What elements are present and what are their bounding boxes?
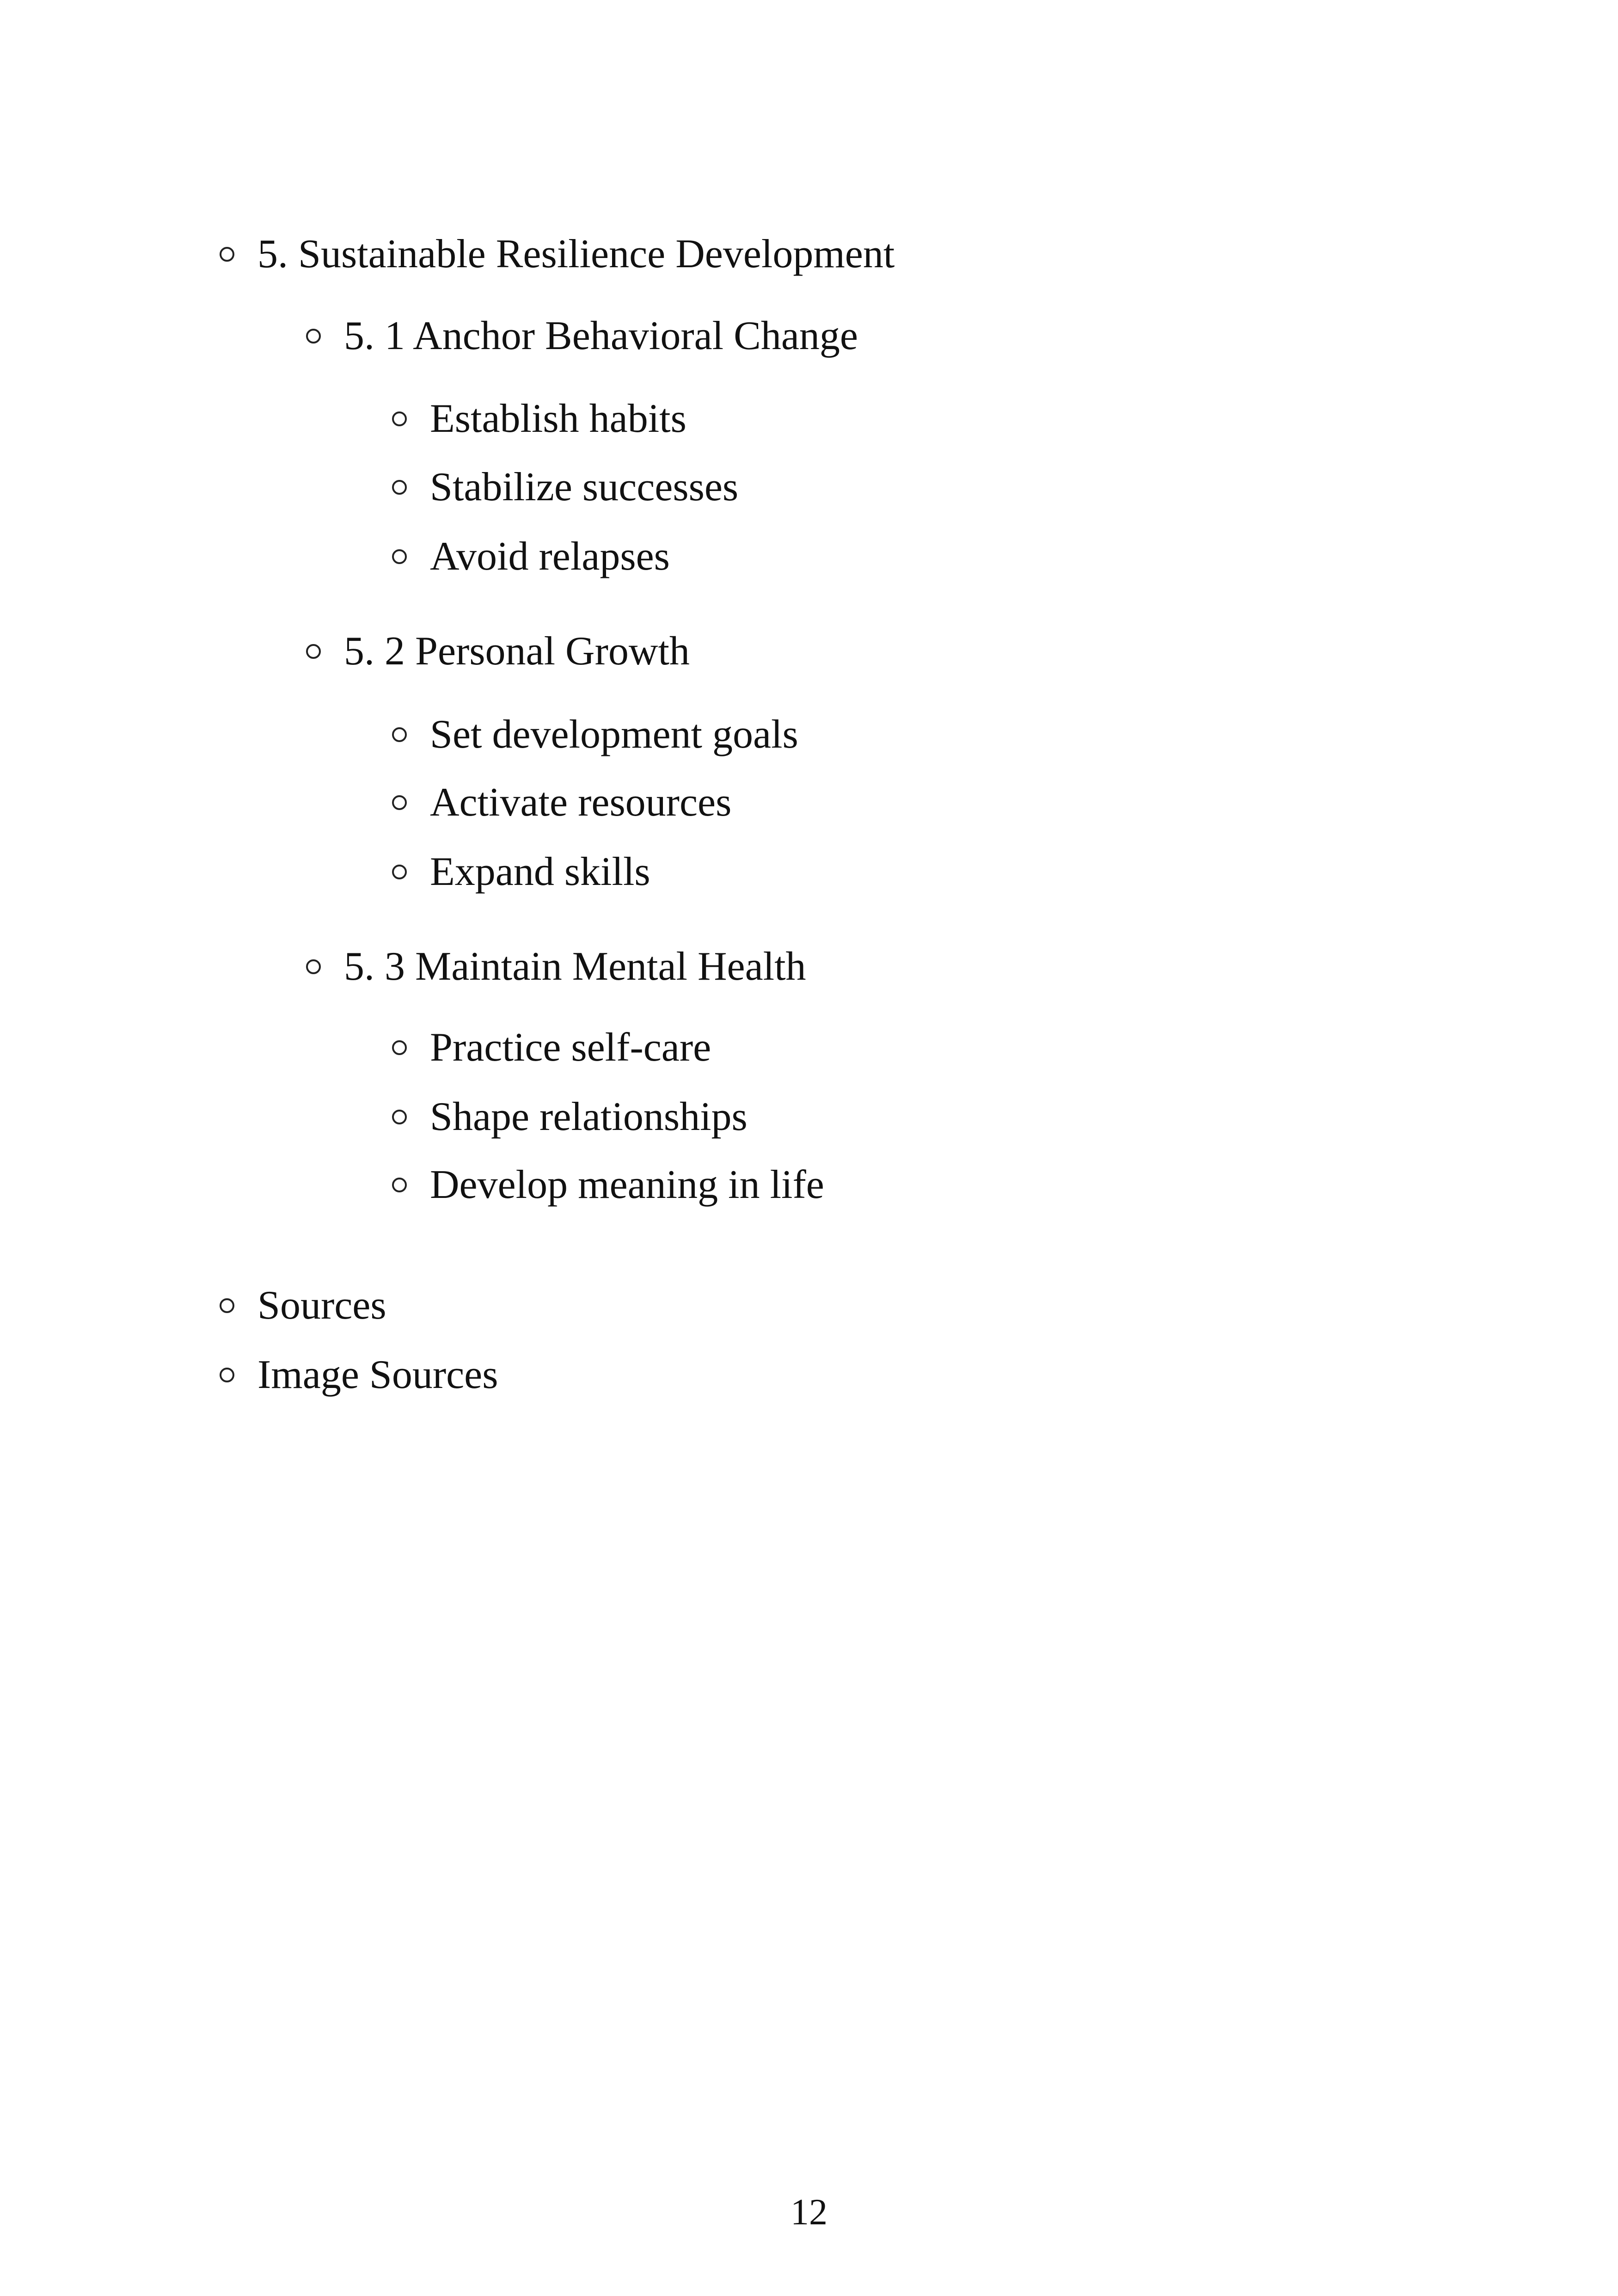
toc-entry-section-5-3[interactable] <box>306 946 806 987</box>
toc-entry-label: Practice self-care <box>430 1025 711 1070</box>
toc-entry-label: Shape relationships <box>430 1094 748 1139</box>
hollow-bullet-icon <box>392 1178 407 1192</box>
hollow-bullet-icon <box>306 644 321 659</box>
hollow-bullet-icon <box>306 329 321 344</box>
hollow-bullet-icon <box>392 411 407 426</box>
hollow-bullet-icon <box>220 1368 234 1382</box>
hollow-bullet-icon <box>220 1298 234 1313</box>
toc-entry-item[interactable] <box>392 467 738 508</box>
toc-entry-label: 5. 2 Personal Growth <box>344 629 690 674</box>
toc-entry-label: Image Sources <box>257 1352 498 1397</box>
toc-entry-label: Expand skills <box>430 849 650 894</box>
toc-entry-label: Sources <box>257 1283 386 1328</box>
toc-entry-item[interactable] <box>392 1094 748 1139</box>
toc-entry-label: Set development goals <box>430 712 798 757</box>
toc-entry-label: Stabilize successes <box>430 465 739 510</box>
hollow-bullet-icon <box>392 480 407 495</box>
page-number: 12 <box>791 2192 827 2233</box>
toc-entry-section-5-2[interactable] <box>306 631 690 672</box>
toc-entry-item[interactable] <box>392 782 731 823</box>
toc-entry-label: Avoid relapses <box>430 534 670 579</box>
hollow-bullet-icon <box>392 1110 407 1124</box>
hollow-bullet-icon <box>306 959 321 974</box>
toc-entry-item[interactable] <box>392 849 650 894</box>
toc-entry-label: Establish habits <box>430 396 686 441</box>
hollow-bullet-icon <box>392 795 407 810</box>
toc-entry-label: Develop meaning in life <box>430 1162 824 1207</box>
toc-entry-item[interactable] <box>392 536 670 577</box>
toc-entry-sources[interactable] <box>220 1285 386 1326</box>
toc-entry-label: Activate resources <box>430 780 732 825</box>
hollow-bullet-icon <box>392 865 407 879</box>
toc-entry-section-5[interactable] <box>220 234 895 275</box>
hollow-bullet-icon <box>392 549 407 564</box>
hollow-bullet-icon <box>392 727 407 742</box>
toc-entry-label: 5. 1 Anchor Behavioral Change <box>344 313 858 358</box>
hollow-bullet-icon <box>392 1040 407 1055</box>
toc-entry-item[interactable] <box>392 1162 824 1207</box>
toc-entry-item[interactable] <box>392 1027 711 1068</box>
toc-entry-item[interactable] <box>392 396 686 441</box>
toc-entry-label: 5. Sustainable Resilience Development <box>257 232 895 276</box>
toc-entry-label: 5. 3 Maintain Mental Health <box>344 944 806 989</box>
toc-entry-item[interactable] <box>392 714 798 755</box>
toc-entry-section-5-1[interactable] <box>306 313 858 358</box>
toc-entry-image-sources[interactable] <box>220 1352 498 1397</box>
hollow-bullet-icon <box>220 247 234 262</box>
